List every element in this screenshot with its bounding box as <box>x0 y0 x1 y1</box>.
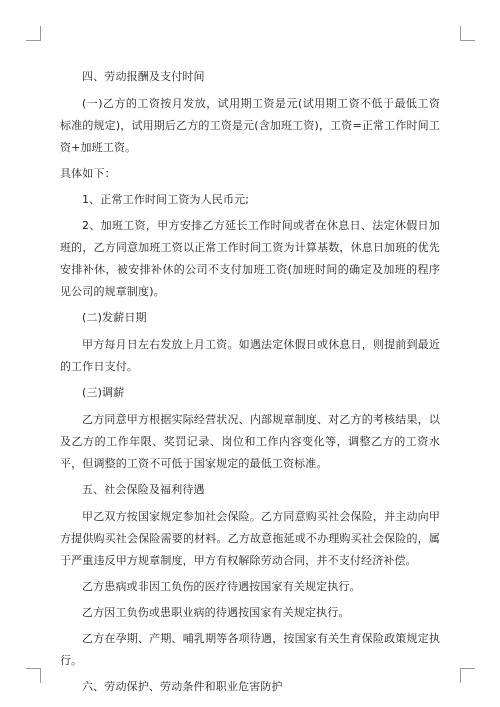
subsection-heading: (三)调薪 <box>82 386 125 399</box>
page-corner-mark-top-right <box>460 26 475 41</box>
paragraph: 乙方在孕期、产期、哺乳期等各项待遇，按国家有关生育保险政策规定执行。 <box>60 632 440 667</box>
section-heading: 四、劳动报酬及支付时间 <box>82 70 205 83</box>
paragraph: 甲方每月日左右发放上月工资。如遇法定休假日或休息日，则提前到最近的工作日支付。 <box>60 338 440 373</box>
section-heading: 六、劳动保护、劳动条件和职业危害防护 <box>82 680 283 693</box>
subsection-heading: (二)发薪日期 <box>82 311 147 324</box>
paragraph: 乙方因工负伤或患职业病的待遇按国家有关规定执行。 <box>82 606 350 619</box>
document-body <box>60 66 440 703</box>
paragraph: 乙方同意甲方根据实际经营状况、内部规章制度、对乙方的考核结果，以及乙方的工作年限、奖罚记录、岗位和工作内容变化等，调整乙方的工资水平，但调整的工资不可低于国家规定的最低工资标准。 <box>60 413 440 470</box>
paragraph: 甲乙双方按国家规定参加社会保险。乙方同意购买社会保险，并主动向甲方提供购买社会保险需要的材料。乙方故意拖延或不办理购买社会保险的，属于严重违反甲方规章制度，甲方有权解除劳动合同，并不支付经济补偿。 <box>60 510 440 567</box>
paragraph: (一)乙方的工资按月发放，试用期工资是元(试用期工资不低于最低工资标准的规定)，试用期后乙方的工资是元(含加班工资)，工资=正常工作时间工资+加班工资。 <box>60 97 440 154</box>
page-corner-mark-bottom-right <box>460 668 475 683</box>
paragraph: 具体如下： <box>60 167 116 180</box>
paragraph: 乙方患病或非因工负伤的医疗待遇按国家有关规定执行。 <box>82 580 361 593</box>
paragraph: 2、加班工资，甲方安排乙方延长工作时间或者在休息日、法定休假日加班的，乙方同意加班工资以正常工作时间工资为计算基数，休息日加班的优先安排补休，被安排补休的公司不支付加班工资(加班时间的确定及加班的程序见公司的规章制度)。 <box>60 219 440 298</box>
section-heading: 五、社会保险及福利待遇 <box>82 483 205 496</box>
page-corner-mark-bottom-left <box>26 668 41 683</box>
paragraph: 1、正常工作时间工资为人民币元; <box>82 193 250 206</box>
page-corner-mark-top-left <box>26 26 41 41</box>
